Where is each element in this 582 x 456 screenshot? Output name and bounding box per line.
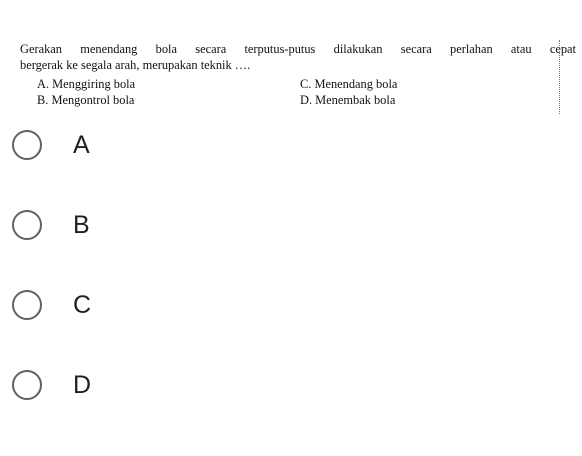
question-option-c: C. Menendang bola <box>300 77 398 91</box>
choice-a[interactable] <box>0 118 582 178</box>
question-option-a: A. Menggiring bola <box>37 77 136 91</box>
radio-circle-icon[interactable] <box>12 290 42 320</box>
question-option-b: B. Mengontrol bola <box>37 93 135 107</box>
question-line-2: bergerak ke segala arah, merupakan teknik …. <box>20 58 251 72</box>
choice-c[interactable] <box>0 278 582 338</box>
choice-label: B <box>73 211 90 239</box>
image-crop-edge <box>559 40 560 114</box>
question-text <box>20 41 580 73</box>
choice-label: A <box>73 131 90 159</box>
question-option-d: D. Menembak bola <box>300 93 396 107</box>
radio-circle-icon[interactable] <box>12 130 42 160</box>
choice-label: D <box>73 371 92 399</box>
choice-label: C <box>73 291 92 319</box>
choice-b[interactable] <box>0 198 582 258</box>
question-line-1: Gerakan menendang bola secara terputus-putus dilakukan secara perlahan atau cepat <box>20 42 576 56</box>
radio-circle-icon[interactable] <box>12 210 42 240</box>
question-image <box>0 0 582 118</box>
choice-d[interactable] <box>0 358 582 418</box>
radio-circle-icon[interactable] <box>12 370 42 400</box>
